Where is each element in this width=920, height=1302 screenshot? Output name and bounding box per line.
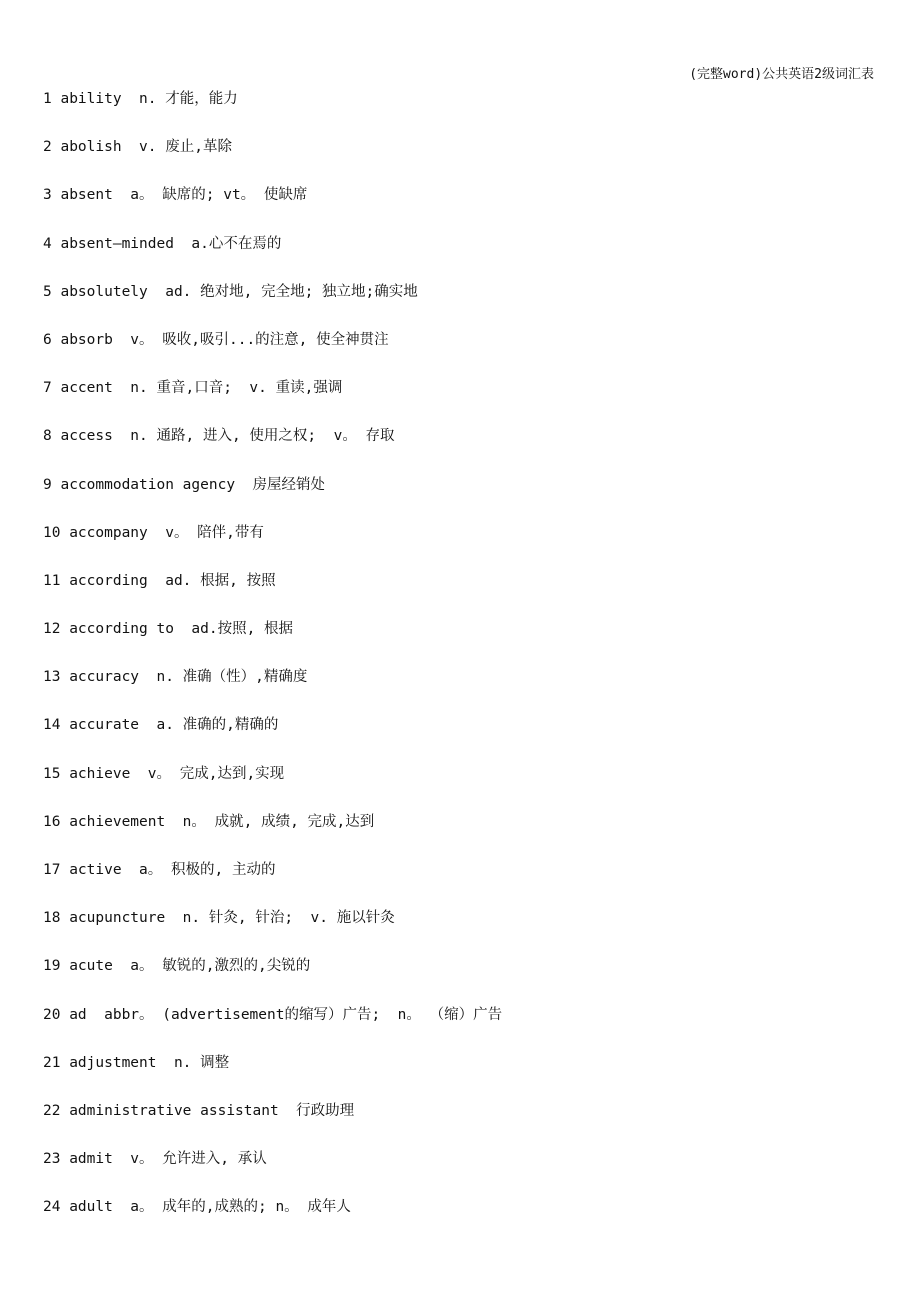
vocab-entry-20 <box>43 1004 502 1052</box>
vocab-entry-18 <box>43 907 502 955</box>
vocab-entry-text: 11 according ad. 根据, 按照 <box>43 572 276 589</box>
vocab-entry-text: 6 absorb v。 吸收,吸引...的注意, 使全神贯注 <box>43 331 389 348</box>
vocab-entry-13 <box>43 666 502 714</box>
vocab-entry-14 <box>43 714 502 762</box>
vocab-entry-6 <box>43 329 502 377</box>
vocabulary-list <box>43 88 502 1245</box>
vocab-entry-24 <box>43 1196 502 1244</box>
vocab-entry-10 <box>43 522 502 570</box>
vocab-entry-12 <box>43 618 502 666</box>
vocab-entry-5 <box>43 281 502 329</box>
vocab-entry-3 <box>43 184 502 232</box>
vocab-entry-text: 1 ability n. 才能，能力 <box>43 91 238 107</box>
vocab-entry-text: 12 according to ad.按照, 根据 <box>43 621 294 638</box>
vocab-entry-1 <box>43 88 502 136</box>
vocab-entry-4 <box>43 233 502 281</box>
vocab-entry-text: 16 achievement n。 成就, 成绩, 完成,达到 <box>43 813 375 830</box>
vocab-entry-text: 7 accent n. 重音,口音; v. 重读,强调 <box>43 380 343 397</box>
vocab-entry-text: 19 acute a。 敏锐的,激烈的,尖锐的 <box>43 958 311 975</box>
vocab-entry-text: 18 acupuncture n. 针灸, 针治; v. 施以针灸 <box>43 910 395 927</box>
vocab-entry-text: 5 absolutely ad. 绝对地, 完全地; 独立地;确实地 <box>43 283 418 300</box>
vocab-entry-9 <box>43 474 502 522</box>
page-header: (完整word)公共英语2级词汇表 <box>689 67 874 82</box>
vocab-entry-text: 3 absent a。 缺席的; vt。 使缺席 <box>43 187 308 204</box>
vocab-entry-text: 9 accommodation agency 房屋经销处 <box>43 476 326 493</box>
vocab-entry-11 <box>43 570 502 618</box>
vocab-entry-text: 8 access n. 通路, 进入, 使用之权; v。 存取 <box>43 428 395 445</box>
vocab-entry-22 <box>43 1100 502 1148</box>
vocab-entry-text: 10 accompany v。 陪伴,带有 <box>43 524 264 541</box>
vocab-entry-19 <box>43 955 502 1003</box>
vocab-entry-2 <box>43 136 502 184</box>
vocab-entry-text: 24 adult a。 成年的,成熟的; n。 成年人 <box>43 1199 351 1216</box>
vocab-entry-text: 13 accuracy n. 准确（性）,精确度 <box>43 669 308 686</box>
vocab-entry-text: 22 administrative assistant 行政助理 <box>43 1102 355 1119</box>
vocab-entry-17 <box>43 859 502 907</box>
vocab-entry-text: 15 achieve v。 完成,达到,实现 <box>43 765 285 782</box>
vocab-entry-8 <box>43 425 502 473</box>
vocab-entry-16 <box>43 811 502 859</box>
vocab-entry-text: 21 adjustment n. 调整 <box>43 1054 230 1071</box>
vocab-entry-text: 4 absent—minded a.心不在焉的 <box>43 235 282 252</box>
vocab-entry-21 <box>43 1052 502 1100</box>
vocab-entry-text: 20 ad abbr。 (advertisement的缩写）广告; n。 （缩）广告 <box>43 1006 503 1023</box>
vocab-entry-15 <box>43 763 502 811</box>
vocab-entry-7 <box>43 377 502 425</box>
vocab-entry-23 <box>43 1148 502 1196</box>
vocab-entry-text: 17 active a。 积极的, 主动的 <box>43 862 276 878</box>
vocab-entry-text: 2 abolish v. 废止,革除 <box>43 139 232 156</box>
vocab-entry-text: 14 accurate a. 准确的,精确的 <box>43 717 279 734</box>
vocab-entry-text: 23 admit v。 允许进入, 承认 <box>43 1151 267 1168</box>
